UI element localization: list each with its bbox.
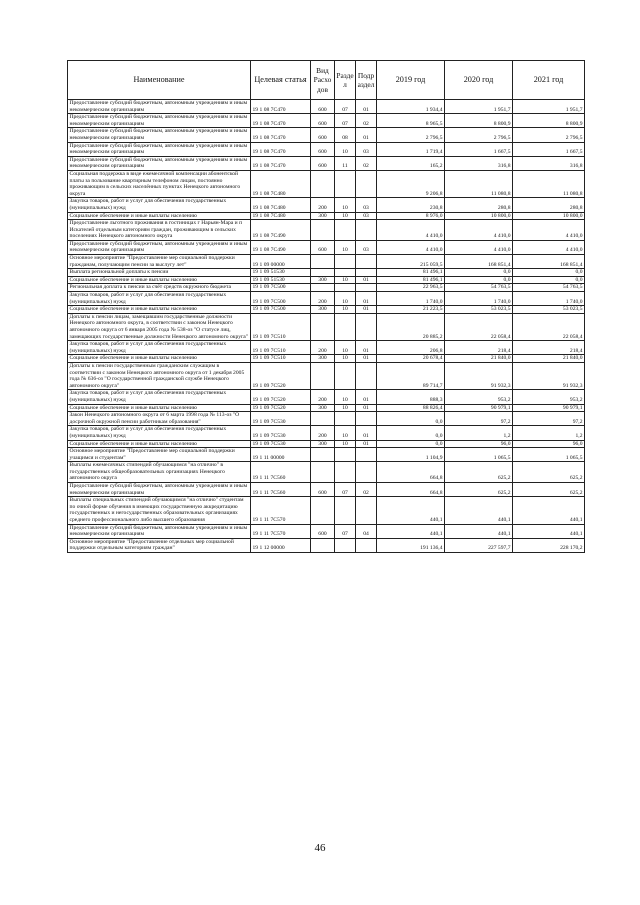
budget-table bbox=[67, 60, 585, 553]
row-expense-type bbox=[311, 269, 335, 277]
row-amount-2021: 4 410,0 bbox=[513, 220, 585, 241]
row-target-article: 19 1 09 00000 bbox=[251, 255, 311, 269]
row-amount-2021: 1,2 bbox=[513, 426, 585, 440]
row-expense-type: 300 bbox=[311, 404, 335, 412]
row-name: Закупка товаров, работ и услуг для обеспечения государственных (муниципальных) нужд bbox=[68, 292, 251, 306]
header-subsection: Подр аздел bbox=[356, 61, 377, 100]
row-amount-2020: 8 800,9 bbox=[445, 114, 513, 128]
row-section: 10 bbox=[335, 355, 356, 363]
row-amount-2019: 664,8 bbox=[377, 462, 445, 483]
row-subsection bbox=[356, 462, 377, 483]
header-target-article: Целевая статья bbox=[251, 61, 311, 100]
row-amount-2019: 22 963,5 bbox=[377, 284, 445, 292]
row-target-article: 19 1 09 7С510 bbox=[251, 313, 311, 340]
table-row bbox=[68, 355, 585, 363]
table-row bbox=[68, 142, 585, 156]
row-amount-2019: 89 714,7 bbox=[377, 362, 445, 389]
header-name: Наименование bbox=[68, 61, 251, 100]
row-amount-2020: 4 410,0 bbox=[445, 240, 513, 254]
row-name: Доплаты к пенсии государственным гражданским служащим в соответствии с законом Ненецкого автономного округа от 1 декабря 2005 года № 636-оз "О государственной гражданской службе Ненецкого автономного округа" bbox=[68, 362, 251, 389]
row-target-article: 19 1 11 7С570 bbox=[251, 497, 311, 524]
row-amount-2019: 9 206,8 bbox=[377, 170, 445, 197]
row-subsection: 01 bbox=[356, 426, 377, 440]
row-target-article: 19 1 09 7С510 bbox=[251, 355, 311, 363]
row-section bbox=[335, 220, 356, 241]
row-name: Выплаты ежемесячных стипендий обучающимся "на отлично" в государственных общеобразовательных организациях Ненецкого автономного округа bbox=[68, 462, 251, 483]
row-target-article: 19 1 08 7С480 bbox=[251, 198, 311, 212]
row-amount-2019: 81 496,1 bbox=[377, 269, 445, 277]
row-target-article: 19 1 08 7С470 bbox=[251, 142, 311, 156]
row-expense-type: 300 bbox=[311, 440, 335, 448]
row-section: 10 bbox=[335, 240, 356, 254]
table-row bbox=[68, 128, 585, 142]
row-expense-type: 600 bbox=[311, 128, 335, 142]
row-expense-type bbox=[311, 448, 335, 462]
row-amount-2020: 53 023,5 bbox=[445, 306, 513, 314]
header-year-2021: 2021 год bbox=[513, 61, 585, 100]
row-amount-2019: 88 826,4 bbox=[377, 404, 445, 412]
row-target-article: 19 1 08 7С490 bbox=[251, 220, 311, 241]
header-year-2020: 2020 год bbox=[445, 61, 513, 100]
row-section bbox=[335, 462, 356, 483]
row-section: 10 bbox=[335, 276, 356, 284]
row-expense-type bbox=[311, 284, 335, 292]
row-amount-2020: 1 065,5 bbox=[445, 448, 513, 462]
row-subsection: 03 bbox=[356, 212, 377, 220]
row-amount-2021: 54 763,5 bbox=[513, 284, 585, 292]
row-amount-2021: 96,0 bbox=[513, 440, 585, 448]
row-subsection: 02 bbox=[356, 114, 377, 128]
row-name: Социальное обеспечение и иные выплаты населению bbox=[68, 355, 251, 363]
row-name: Предоставление субсидий бюджетным, автономным учреждениям и иным некоммерческим организациям bbox=[68, 240, 251, 254]
row-target-article: 19 1 09 7С530 bbox=[251, 426, 311, 440]
row-amount-2019: 165,2 bbox=[377, 156, 445, 170]
row-amount-2019: 1 719,4 bbox=[377, 142, 445, 156]
row-amount-2021: 228 170,2 bbox=[513, 538, 585, 552]
row-section bbox=[335, 255, 356, 269]
row-name: Выплаты специальных стипендий обучающимся "на отлично" студентам по очной форме обучения в имеющих государственную аккредитацию государственных и негосударственных образовательных организациях среднего профессионального либо высшего образования bbox=[68, 497, 251, 524]
row-amount-2021: 440,1 bbox=[513, 497, 585, 524]
row-name: Выплата региональной доплаты к пенсии bbox=[68, 269, 251, 277]
row-amount-2021: 91 932,3 bbox=[513, 362, 585, 389]
row-expense-type: 300 bbox=[311, 276, 335, 284]
row-amount-2019: 20 885,2 bbox=[377, 313, 445, 340]
budget-table-sheet bbox=[67, 60, 584, 553]
row-amount-2020: 440,1 bbox=[445, 497, 513, 524]
table-row bbox=[68, 404, 585, 412]
table-row bbox=[68, 538, 585, 552]
row-amount-2020: 1 667,5 bbox=[445, 142, 513, 156]
row-amount-2021: 218,4 bbox=[513, 341, 585, 355]
row-amount-2019: 191 136,4 bbox=[377, 538, 445, 552]
table-row bbox=[68, 440, 585, 448]
row-name: Закупка товаров, работ и услуг для обеспечения государственных (муниципальных) нужд bbox=[68, 198, 251, 212]
row-name: Основное мероприятие "Предоставление отдельных мер социальной поддержки отдельным категориям граждан" bbox=[68, 538, 251, 552]
row-name: Социальное обеспечение и иные выплаты населению bbox=[68, 404, 251, 412]
row-amount-2020: 316,8 bbox=[445, 156, 513, 170]
row-section bbox=[335, 497, 356, 524]
table-row bbox=[68, 276, 585, 284]
table-row bbox=[68, 483, 585, 497]
row-amount-2021: 953,2 bbox=[513, 390, 585, 404]
row-subsection bbox=[356, 412, 377, 426]
row-amount-2020: 218,4 bbox=[445, 341, 513, 355]
row-amount-2019: 440,1 bbox=[377, 524, 445, 538]
row-amount-2020: 90 979,1 bbox=[445, 404, 513, 412]
row-amount-2020: 96,0 bbox=[445, 440, 513, 448]
row-name: Предоставление субсидий бюджетным, автономным учреждениям и иным некоммерческим организациям bbox=[68, 156, 251, 170]
row-name: Закон Ненецкого автономного округа от 6 марта 1998 года № 113-оз "О досрочной окружной пенсии работникам образования" bbox=[68, 412, 251, 426]
row-section bbox=[335, 170, 356, 197]
row-amount-2021: 53 023,5 bbox=[513, 306, 585, 314]
row-subsection bbox=[356, 538, 377, 552]
row-section: 08 bbox=[335, 128, 356, 142]
row-amount-2020: 21 840,0 bbox=[445, 355, 513, 363]
row-section bbox=[335, 412, 356, 426]
row-expense-type: 600 bbox=[311, 100, 335, 114]
row-target-article: 19 1 09 7С530 bbox=[251, 440, 311, 448]
page-number: 46 bbox=[314, 842, 326, 854]
row-target-article: 19 1 09 7С520 bbox=[251, 362, 311, 389]
row-subsection bbox=[356, 313, 377, 340]
table-row bbox=[68, 524, 585, 538]
row-section bbox=[335, 448, 356, 462]
row-section: 10 bbox=[335, 292, 356, 306]
row-section: 10 bbox=[335, 404, 356, 412]
row-subsection: 03 bbox=[356, 198, 377, 212]
row-amount-2021: 0,0 bbox=[513, 269, 585, 277]
table-row bbox=[68, 220, 585, 241]
row-amount-2020: 0,0 bbox=[445, 269, 513, 277]
row-section: 07 bbox=[335, 483, 356, 497]
row-name: Закупка товаров, работ и услуг для обеспечения государственных (муниципальных) нужд bbox=[68, 426, 251, 440]
row-amount-2019: 4 410,0 bbox=[377, 220, 445, 241]
row-target-article: 19 1 12 00000 bbox=[251, 538, 311, 552]
row-target-article: 19 1 08 7С490 bbox=[251, 240, 311, 254]
row-name: Закупка товаров, работ и услуг для обеспечения государственных (муниципальных) нужд bbox=[68, 341, 251, 355]
table-row bbox=[68, 100, 585, 114]
row-subsection bbox=[356, 362, 377, 389]
row-section: 10 bbox=[335, 426, 356, 440]
row-section: 11 bbox=[335, 156, 356, 170]
row-target-article: 19 1 08 7С470 bbox=[251, 114, 311, 128]
row-amount-2020: 22 058,4 bbox=[445, 313, 513, 340]
row-target-article: 19 1 11 7С570 bbox=[251, 524, 311, 538]
header-section: Разде л bbox=[335, 61, 356, 100]
row-amount-2019: 206,8 bbox=[377, 341, 445, 355]
row-name: Предоставление субсидий бюджетным, автономным учреждениям и иным некоммерческим организациям bbox=[68, 483, 251, 497]
table-row bbox=[68, 462, 585, 483]
row-target-article: 19 1 09 7С520 bbox=[251, 390, 311, 404]
row-amount-2019: 1 740,0 bbox=[377, 292, 445, 306]
row-amount-2020: 97,2 bbox=[445, 412, 513, 426]
row-amount-2020: 1 740,0 bbox=[445, 292, 513, 306]
row-subsection: 01 bbox=[356, 276, 377, 284]
row-expense-type bbox=[311, 462, 335, 483]
table-row bbox=[68, 240, 585, 254]
row-subsection: 01 bbox=[356, 390, 377, 404]
row-amount-2020: 54 763,5 bbox=[445, 284, 513, 292]
row-amount-2021: 8 800,9 bbox=[513, 114, 585, 128]
row-expense-type bbox=[311, 170, 335, 197]
row-amount-2019: 1 934,4 bbox=[377, 100, 445, 114]
row-amount-2021: 1 065,5 bbox=[513, 448, 585, 462]
table-row bbox=[68, 156, 585, 170]
row-name: Закупка товаров, работ и услуг для обеспечения государственных (муниципальных) нужд bbox=[68, 390, 251, 404]
row-amount-2021: 625,2 bbox=[513, 462, 585, 483]
row-target-article: 19 1 09 7С510 bbox=[251, 341, 311, 355]
row-expense-type: 600 bbox=[311, 142, 335, 156]
row-name: Предоставление льготного проживания в гостиницах г Нарьян-Мара и п Искателей отдельным категориям граждан, проживающим в сельских поселениях Ненецкого автономного округа bbox=[68, 220, 251, 241]
row-name: Социальное обеспечение и иные выплаты населению bbox=[68, 276, 251, 284]
row-amount-2021: 625,2 bbox=[513, 483, 585, 497]
row-amount-2019: 0,0 bbox=[377, 412, 445, 426]
row-subsection bbox=[356, 220, 377, 241]
row-subsection: 01 bbox=[356, 341, 377, 355]
row-subsection: 03 bbox=[356, 142, 377, 156]
row-amount-2021: 97,2 bbox=[513, 412, 585, 426]
row-expense-type: 200 bbox=[311, 292, 335, 306]
row-subsection: 01 bbox=[356, 100, 377, 114]
row-name: Предоставление субсидий бюджетным, автономным учреждениям и иным некоммерческим организациям bbox=[68, 100, 251, 114]
row-name: Социальная поддержка в виде ежемесячной компенсации абонентской платы за пользование квартирным телефоном лицам, постоянно проживающим в сельских населённых пунктах Ненецкого автономного округа bbox=[68, 170, 251, 197]
table-row bbox=[68, 412, 585, 426]
row-amount-2020: 168 851,4 bbox=[445, 255, 513, 269]
row-amount-2020: 2 796,5 bbox=[445, 128, 513, 142]
row-expense-type bbox=[311, 497, 335, 524]
row-subsection bbox=[356, 255, 377, 269]
row-subsection: 02 bbox=[356, 483, 377, 497]
row-amount-2019: 888,3 bbox=[377, 390, 445, 404]
row-target-article: 19 1 09 51530 bbox=[251, 269, 311, 277]
row-name: Предоставление субсидий бюджетным, автономным учреждениям и иным некоммерческим организациям bbox=[68, 142, 251, 156]
table-row bbox=[68, 212, 585, 220]
row-section bbox=[335, 284, 356, 292]
row-amount-2020: 625,2 bbox=[445, 462, 513, 483]
row-target-article: 19 1 08 7С480 bbox=[251, 170, 311, 197]
row-expense-type bbox=[311, 220, 335, 241]
row-amount-2019: 215 059,5 bbox=[377, 255, 445, 269]
row-amount-2021: 2 796,5 bbox=[513, 128, 585, 142]
table-row bbox=[68, 114, 585, 128]
row-expense-type: 600 bbox=[311, 483, 335, 497]
row-expense-type bbox=[311, 255, 335, 269]
row-target-article: 19 1 09 7С500 bbox=[251, 292, 311, 306]
row-amount-2021: 440,1 bbox=[513, 524, 585, 538]
row-name: Социальное обеспечение и иные выплаты населению bbox=[68, 212, 251, 220]
row-expense-type: 200 bbox=[311, 426, 335, 440]
row-target-article: 19 1 11 7С560 bbox=[251, 462, 311, 483]
table-row bbox=[68, 255, 585, 269]
table-row bbox=[68, 497, 585, 524]
row-amount-2020: 11 080,8 bbox=[445, 170, 513, 197]
row-amount-2021: 168 851,4 bbox=[513, 255, 585, 269]
row-subsection: 04 bbox=[356, 524, 377, 538]
row-amount-2021: 316,8 bbox=[513, 156, 585, 170]
row-expense-type: 600 bbox=[311, 114, 335, 128]
row-target-article: 19 1 08 7С470 bbox=[251, 128, 311, 142]
row-amount-2021: 90 979,1 bbox=[513, 404, 585, 412]
row-expense-type bbox=[311, 538, 335, 552]
row-name: Социальное обеспечение и иные выплаты населению bbox=[68, 440, 251, 448]
row-subsection: 01 bbox=[356, 404, 377, 412]
row-name: Предоставление субсидий бюджетным, автономным учреждениям и иным некоммерческим организациям bbox=[68, 114, 251, 128]
row-section bbox=[335, 269, 356, 277]
row-amount-2020: 91 932,3 bbox=[445, 362, 513, 389]
row-name: Основное мероприятие "Предоставление мер социальной поддержки учащимся и студентам" bbox=[68, 448, 251, 462]
table-row bbox=[68, 284, 585, 292]
row-amount-2021: 22 058,4 bbox=[513, 313, 585, 340]
row-amount-2020: 227 597,7 bbox=[445, 538, 513, 552]
table-row bbox=[68, 448, 585, 462]
row-expense-type: 200 bbox=[311, 198, 335, 212]
row-section: 10 bbox=[335, 142, 356, 156]
row-amount-2019: 2 796,5 bbox=[377, 128, 445, 142]
row-subsection: 01 bbox=[356, 440, 377, 448]
row-subsection: 01 bbox=[356, 128, 377, 142]
row-name: Региональная доплата к пенсии за счёт средств окружного бюджета bbox=[68, 284, 251, 292]
table-row bbox=[68, 170, 585, 197]
row-amount-2021: 10 800,0 bbox=[513, 212, 585, 220]
row-name: Предоставление субсидий бюджетным, автономным учреждениям и иным некоммерческим организациям bbox=[68, 524, 251, 538]
row-amount-2020: 440,1 bbox=[445, 524, 513, 538]
row-name: Социальное обеспечение и иные выплаты населению bbox=[68, 306, 251, 314]
row-section bbox=[335, 313, 356, 340]
table-row bbox=[68, 292, 585, 306]
row-section bbox=[335, 362, 356, 389]
row-amount-2019: 4 410,0 bbox=[377, 240, 445, 254]
row-name: Основное мероприятие "Предоставление мер социальной поддержки гражданам, получающим пенсии за выслугу лет" bbox=[68, 255, 251, 269]
row-subsection bbox=[356, 269, 377, 277]
row-expense-type bbox=[311, 313, 335, 340]
row-section: 10 bbox=[335, 440, 356, 448]
row-amount-2019: 21 223,5 bbox=[377, 306, 445, 314]
row-subsection bbox=[356, 448, 377, 462]
row-target-article: 19 1 08 7С480 bbox=[251, 212, 311, 220]
row-expense-type bbox=[311, 362, 335, 389]
row-amount-2019: 0,0 bbox=[377, 440, 445, 448]
row-amount-2020: 625,2 bbox=[445, 483, 513, 497]
row-expense-type: 600 bbox=[311, 524, 335, 538]
row-subsection: 02 bbox=[356, 156, 377, 170]
row-amount-2020: 10 800,0 bbox=[445, 212, 513, 220]
row-subsection bbox=[356, 284, 377, 292]
row-amount-2021: 21 840,0 bbox=[513, 355, 585, 363]
row-expense-type: 300 bbox=[311, 212, 335, 220]
row-subsection: 01 bbox=[356, 292, 377, 306]
row-target-article: 19 1 11 00000 bbox=[251, 448, 311, 462]
table-row bbox=[68, 390, 585, 404]
row-amount-2021: 1 951,7 bbox=[513, 100, 585, 114]
row-subsection bbox=[356, 497, 377, 524]
row-target-article: 19 1 08 7С470 bbox=[251, 156, 311, 170]
row-amount-2019: 0,0 bbox=[377, 426, 445, 440]
row-amount-2019: 664,8 bbox=[377, 483, 445, 497]
row-amount-2020: 280,8 bbox=[445, 198, 513, 212]
row-section: 10 bbox=[335, 212, 356, 220]
row-amount-2021: 4 410,0 bbox=[513, 240, 585, 254]
row-amount-2019: 81 496,1 bbox=[377, 276, 445, 284]
row-expense-type: 600 bbox=[311, 156, 335, 170]
table-row bbox=[68, 269, 585, 277]
table-body bbox=[68, 100, 585, 553]
row-name: Предоставление субсидий бюджетным, автономным учреждениям и иным некоммерческим организациям bbox=[68, 128, 251, 142]
row-section: 07 bbox=[335, 524, 356, 538]
table-row bbox=[68, 313, 585, 340]
row-expense-type: 200 bbox=[311, 390, 335, 404]
table-header-row bbox=[68, 61, 585, 100]
table-row bbox=[68, 362, 585, 389]
row-expense-type bbox=[311, 412, 335, 426]
row-name: Доплаты к пенсии лицам, замещавшим государственные должности Ненецкого автономного округа, в соответствии с законом Ненецкого автономного округа от 6 января 2005 года № 538-оз "О статусе лиц, замещающих государственные должности Ненецкого автономного округа" bbox=[68, 313, 251, 340]
row-section: 10 bbox=[335, 198, 356, 212]
row-subsection: 01 bbox=[356, 355, 377, 363]
row-amount-2019: 440,1 bbox=[377, 497, 445, 524]
row-target-article: 19 1 08 7С470 bbox=[251, 100, 311, 114]
row-expense-type: 300 bbox=[311, 306, 335, 314]
row-amount-2020: 4 410,0 bbox=[445, 220, 513, 241]
row-amount-2019: 1 104,9 bbox=[377, 448, 445, 462]
row-subsection: 03 bbox=[356, 240, 377, 254]
row-amount-2020: 1 951,7 bbox=[445, 100, 513, 114]
row-section: 07 bbox=[335, 100, 356, 114]
header-expense-type: Вид Расхо дов bbox=[311, 61, 335, 100]
row-amount-2020: 0,0 bbox=[445, 276, 513, 284]
row-target-article: 19 1 09 7С530 bbox=[251, 412, 311, 426]
row-target-article: 19 1 09 7С520 bbox=[251, 404, 311, 412]
row-section: 10 bbox=[335, 390, 356, 404]
row-expense-type: 300 bbox=[311, 355, 335, 363]
row-target-article: 19 1 11 7С560 bbox=[251, 483, 311, 497]
header-year-2019: 2019 год bbox=[377, 61, 445, 100]
row-expense-type: 600 bbox=[311, 240, 335, 254]
table-row bbox=[68, 306, 585, 314]
table-row bbox=[68, 198, 585, 212]
row-section bbox=[335, 538, 356, 552]
row-target-article: 19 1 09 51530 bbox=[251, 276, 311, 284]
row-amount-2019: 8 976,0 bbox=[377, 212, 445, 220]
row-amount-2021: 280,8 bbox=[513, 198, 585, 212]
row-amount-2021: 0,0 bbox=[513, 276, 585, 284]
table-row bbox=[68, 341, 585, 355]
row-expense-type: 200 bbox=[311, 341, 335, 355]
row-target-article: 19 1 09 7С500 bbox=[251, 306, 311, 314]
row-amount-2020: 953,2 bbox=[445, 390, 513, 404]
row-subsection bbox=[356, 170, 377, 197]
row-amount-2019: 8 965,5 bbox=[377, 114, 445, 128]
row-target-article: 19 1 09 7С500 bbox=[251, 284, 311, 292]
row-amount-2021: 11 080,8 bbox=[513, 170, 585, 197]
row-subsection: 01 bbox=[356, 306, 377, 314]
row-section: 10 bbox=[335, 341, 356, 355]
row-section: 07 bbox=[335, 114, 356, 128]
table-row bbox=[68, 426, 585, 440]
row-section: 10 bbox=[335, 306, 356, 314]
row-amount-2020: 1,2 bbox=[445, 426, 513, 440]
row-amount-2019: 230,8 bbox=[377, 198, 445, 212]
row-amount-2019: 20 678,4 bbox=[377, 355, 445, 363]
row-amount-2021: 1 740,0 bbox=[513, 292, 585, 306]
row-amount-2021: 1 667,5 bbox=[513, 142, 585, 156]
